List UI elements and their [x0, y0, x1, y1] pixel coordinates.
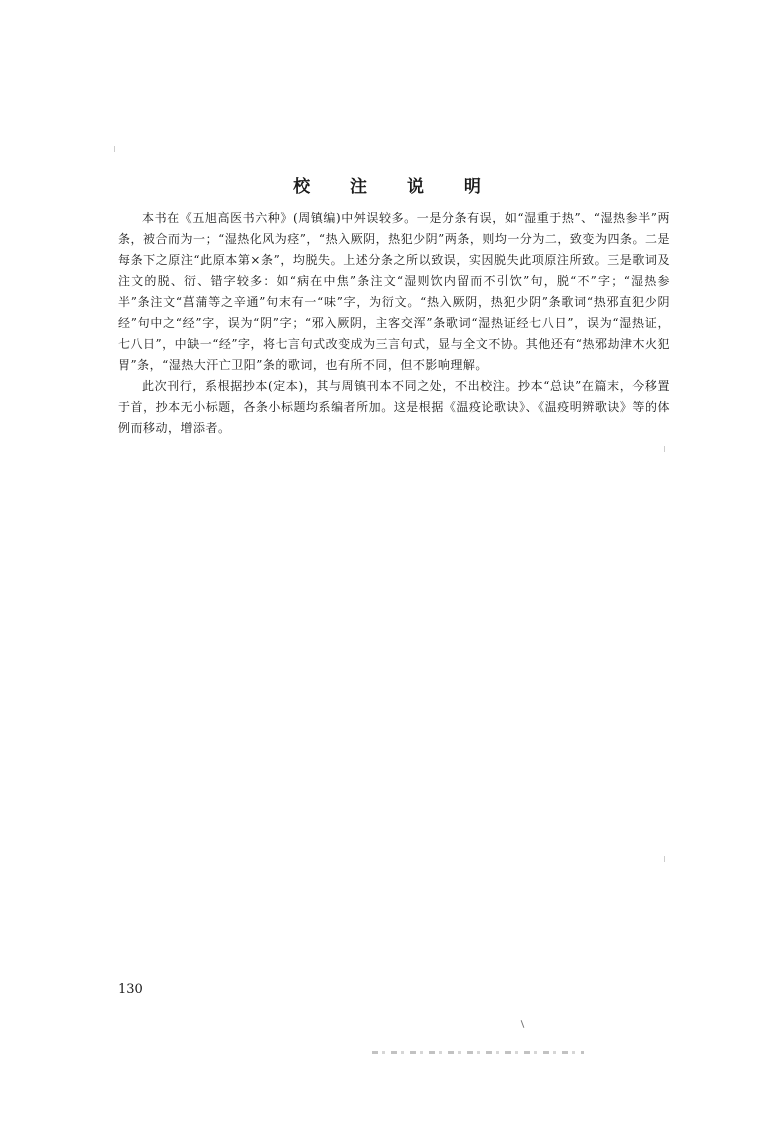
scan-artifact-line — [372, 1051, 584, 1054]
scan-speck — [664, 446, 665, 452]
page-number: 130 — [118, 982, 143, 997]
paragraph-1: 本书在《五旭高医书六种》(周镇编)中舛误较多。一是分条有误，如“湿重于热”、“湿热参半”两条，被合而为一；“湿热化风为痉”，“热入厥阴，热犯少阴”两条，则均一分为二，致变为四条。二是每条下之原注“此原本第×条”，均脱失。上述分条之所以致误，实因脱失此项原注所致。三是歌词及注文的脱、衍、错字较多：如“病在中焦”条注文“湿则饮内留而不引饮”句，脱“不”字；“湿热参半”条注文“菖蒲等之辛通”句末有一“味”字，为衍文。“热入厥阴，热犯少阴”条歌词“热邪直犯少阴经”句中之“经”字，误为“阴”字；“邪入厥阴，主客交浑”条歌词“湿热证经七八日”，误为“湿热证，七八日”，中缺一“经”字，将七言句式改变成为三言句式，显与全文不协。其他还有“热邪劫津木火犯胃”条，“湿热大汗亡卫阳”条的歌词，也有所不同，但不影响理解。 — [118, 211, 670, 372]
scan-artifact-mark — [521, 1020, 525, 1028]
page-title: 校 注 说 明 — [293, 177, 498, 197]
scan-speck — [114, 146, 115, 152]
paragraph-2: 此次刊行，系根据抄本(定本)，其与周镇刊本不同之处，不出校注。抄本“总诀”在篇末，今移置于首，抄本无小标题，各条小标题均系编者所加。这是根据《温疫论歌诀》、《温疫明辨歌诀》等的体例而移动，增添者。 — [118, 379, 670, 435]
scan-speck — [664, 856, 665, 862]
body-text — [118, 208, 670, 439]
